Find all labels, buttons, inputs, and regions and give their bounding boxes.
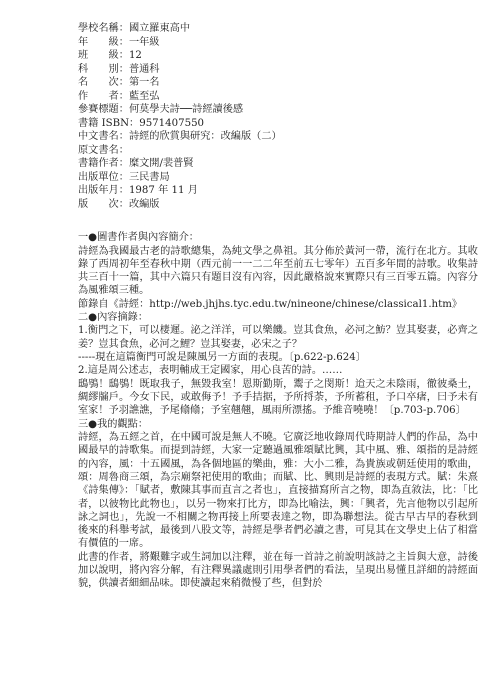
meta-value: 一年級	[128, 36, 160, 48]
section-body	[78, 431, 478, 591]
meta-value: 三民書局	[128, 171, 170, 183]
paragraph: 詩經，為五經之首，在中國可說是無人不曉。它廣泛地收錄周代時期詩人們的作品，為中國最早的詩歌集。而提到詩經，大家一定聽過風雅頌賦比興，其中風、雅、頌指的是詩經的內容，風：十五國風，為各個地區的樂曲，雅：大小二雅，為貴族或朝廷使用的歌曲，頌：周魯商三頌，為宗廟祭祀使用的歌曲；而賦、比、興則是詩經的表現方式。賦：朱熹《詩集傳》：「賦者，敷陳其事而直言之者也」，直接描寫所言之物，即為直敘法，比：「比者，以彼物比此物也」，以另一物來打比方，即為比喻法，興：「興者，先言他物以引起所詠之詞也」，先說一不相關之物再接上所要表達之物，即為聯想法。從古早古早的春秋到後來的科舉考試，最後到八股文等，詩經是學者們必讀之書，可見其在文學史上佔了相當有價值的一席。	[78, 432, 478, 550]
meta-row-department	[78, 63, 478, 77]
section-introduction	[78, 231, 478, 311]
meta-label: 名 次：	[78, 77, 129, 88]
paragraph: 1.衡門之下，可以棲遲。泌之洋洋，可以樂饑。豈其食魚，必河之魴？豈其娶妻，必齊之姜？豈其食魚，必河之鯉？豈其娶妻，必宋之子？	[78, 325, 478, 350]
document-page	[78, 22, 478, 591]
meta-row-class	[78, 49, 478, 63]
meta-label: 年 級：	[78, 36, 129, 48]
meta-row-publish-date	[78, 184, 478, 198]
meta-value: 何莫學夫詩──詩經讀後感	[128, 104, 244, 115]
meta-value: 第一名	[128, 77, 160, 88]
meta-label: 書籍 ISBN：	[78, 117, 140, 129]
meta-value: 9571407550	[139, 117, 205, 129]
meta-label: 版 次：	[78, 198, 129, 210]
meta-value: 國立羅東高中	[128, 23, 191, 34]
section-title: 三●我的觀點：	[78, 418, 149, 430]
section-viewpoint	[78, 418, 478, 591]
meta-label: 班 級：	[78, 50, 129, 61]
meta-label: 科 別：	[78, 63, 129, 75]
meta-label: 書籍作者：	[78, 158, 129, 169]
meta-label: 學校名稱：	[78, 23, 129, 34]
meta-value: 糜文開/裴普賢	[128, 158, 194, 169]
paragraph: 此書的作者，將艱難字或生詞加以注釋，並在每一首詩之前說明該詩之主旨與大意，詩後加以說明，將內容分解，有注釋異議處則引用學者們的看法，呈現出易懂且詳細的詩經面貌，供讀者細細品味。即使讀起來稍微慢了些，但對於	[78, 551, 478, 590]
section-title: 二●內容摘錄：	[78, 311, 149, 323]
meta-label: 出版年月：	[78, 185, 129, 196]
meta-label: 原文書名：	[78, 144, 129, 156]
meta-value: 藍至弘	[128, 90, 160, 102]
meta-value: 12	[128, 50, 142, 61]
meta-row-author	[78, 90, 478, 104]
meta-row-rank	[78, 76, 478, 90]
meta-label: 參賽標題：	[78, 104, 129, 115]
meta-row-entry-title	[78, 103, 478, 117]
meta-row-original-title	[78, 144, 478, 158]
meta-row-school	[78, 22, 478, 36]
section-body	[78, 324, 478, 417]
source-citation: 節錄自《詩經：http://web.jhjhs.tyc.edu.tw/nineone/chinese/classical1.htm》	[78, 298, 463, 310]
spacer	[78, 211, 478, 224]
section-body	[78, 245, 478, 311]
meta-row-edition	[78, 198, 478, 212]
meta-value: 普通科	[128, 63, 160, 75]
section-title: 一●圖書作者與內容簡介：	[78, 232, 199, 243]
paragraph: -----現在這篇衡門可說是陳風另一方面的表現。〔p.622-p.624〕	[78, 352, 366, 364]
paragraph: 詩經為我國最古老的詩歌總集，為純文學之鼻祖。其分佈於黃河一帶，流行在北方。其收錄了西周初年至春秋中期（西元前一一二二年至前五七零年）五百多年間的詩歌。收集詩共三百十一篇，其中六篇只有題目沒有內容，因此嚴格說來實際只有三百零五篇。內容分為風雅頌三種。	[78, 245, 478, 297]
metadata-block	[78, 22, 478, 211]
meta-value: 1987 年 11 月	[128, 185, 198, 196]
paragraph: 鴟鴞！鴟鴞！既取我子，無毀我室！恩斯勤斯，鬻子之閔斯！迨天之未陰雨，徹彼桑土，綢繆牖戶。今女下民，或敢侮予！予手拮据，予所捋荼，予所蓄租，予口卒瘏，曰予未有室家！予羽譙譙，予尾翛翛；予室翹翹，風雨所漂搖。予維音嘵嘵！〔p.703-p.706〕	[78, 378, 478, 417]
meta-label: 出版單位：	[78, 171, 129, 183]
meta-label: 中文書名：	[78, 131, 129, 142]
meta-row-publisher	[78, 171, 478, 185]
meta-row-isbn	[78, 117, 478, 131]
meta-value: 改編版	[128, 198, 160, 210]
paragraph: 2.這是周公述志，表明輔成王定國家，用心良苦的詩。……	[78, 365, 343, 377]
meta-row-chinese-title	[78, 130, 478, 144]
meta-label: 作 者：	[78, 90, 129, 102]
meta-value: 詩經的欣賞與研究：改編版（二）	[128, 131, 282, 142]
meta-row-grade	[78, 36, 478, 50]
meta-row-book-author	[78, 157, 478, 171]
section-excerpts	[78, 311, 478, 418]
